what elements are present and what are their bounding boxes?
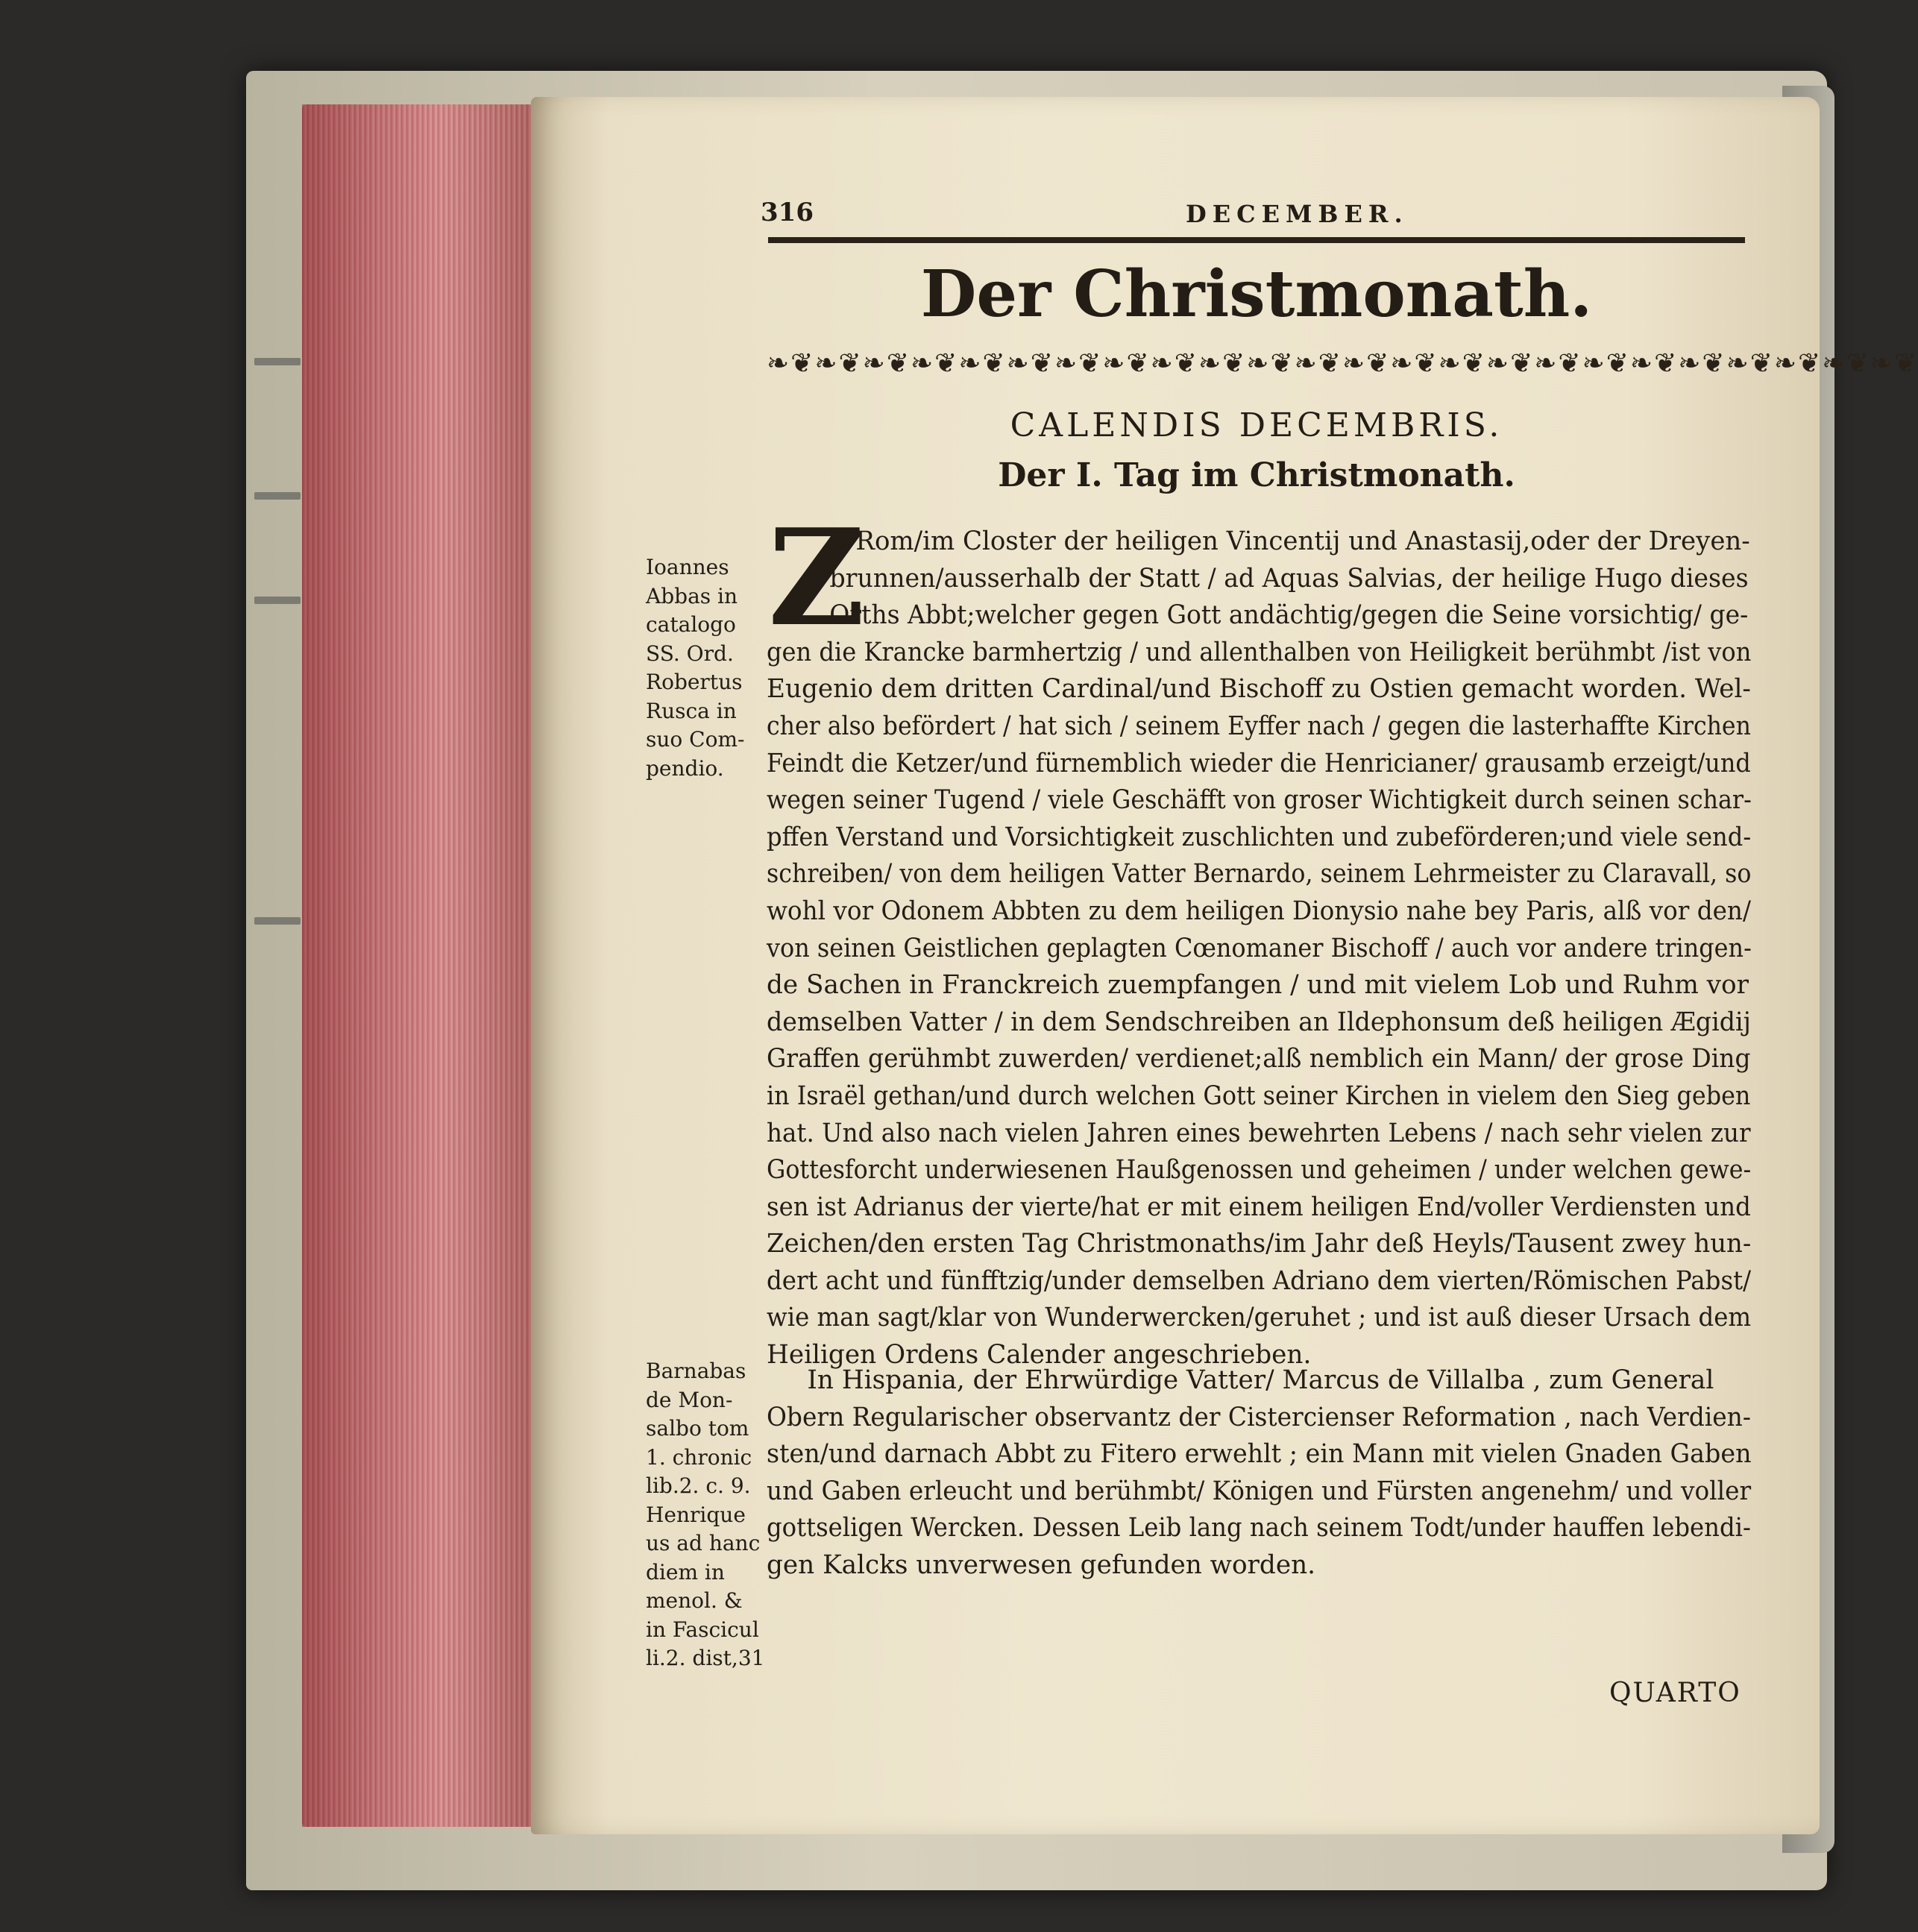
calendis-heading: CALENDIS DECEMBRIS. — [1010, 406, 1503, 444]
text-line: Gottesforcht underwiesenen Haußgenossen und geheimen / under welchen gewe- — [767, 1155, 1752, 1186]
margin-note-sources-2 — [646, 1357, 765, 1673]
text-line: gottseligen Wercken. Dessen Leib lang nach seinem Todt/under hauffen lebendi- — [767, 1513, 1751, 1544]
margin-line: pendio. — [646, 755, 724, 781]
text-line: gen die Krancke barmhertzig / und allenthalben von Heiligkeit berühmbt /ist von — [767, 637, 1752, 667]
text-line: brunnen/ausserhalb der Statt / ad Aquas Salvias, der heilige Hugo dieses — [829, 563, 1749, 594]
margin-line: Abbas in — [646, 583, 738, 608]
margin-line: salbo tom — [646, 1416, 749, 1441]
text-line: hat. Und also nach vielen Jahren eines bewehrten Lebens / nach sehr vielen zur — [767, 1118, 1751, 1148]
page-title: Der Christmonath. — [920, 257, 1593, 332]
margin-line: Henrique — [646, 1502, 746, 1527]
page-number: 316 — [761, 198, 814, 227]
margin-line: in Fascicul — [646, 1617, 759, 1642]
paragraph-hugo — [767, 523, 1758, 1374]
text-line: Zeichen/den ersten Tag Christmonaths/im Jahr deß Heyls/Tausent zwey hun- — [767, 1229, 1752, 1259]
running-title: DECEMBER. — [1186, 200, 1409, 228]
drop-cap: Z — [768, 500, 865, 655]
margin-line: SS. Ord. — [646, 641, 734, 666]
text-line: dert acht und fünfftzig/under demselben Adriano dem vierten/Römischen Pabst/ — [767, 1265, 1752, 1296]
text-line: Eugenio dem dritten Cardinal/und Bischoff zu Ostien gemacht worden. Wel- — [767, 674, 1751, 705]
catchword: QUARTO — [1609, 1678, 1741, 1708]
margin-line: menol. & — [646, 1588, 743, 1613]
margin-line: Robertus — [646, 670, 743, 694]
text-line: Obern Regularischer observantz der Cistercienser Reformation , nach Verdien- — [767, 1402, 1751, 1432]
tab-marker — [254, 917, 301, 925]
margin-line: diem in — [646, 1559, 725, 1585]
text-line: Feindt die Ketzer/und fürnemblich wieder die Henricianer/ grausamb erzeigt/und — [767, 748, 1751, 778]
text-line: demselben Vatter / in dem Sendschreiben an Ildephonsum deß heiligen Ægidij — [767, 1007, 1751, 1037]
text-line: wohl vor Odonem Abbten zu dem heiligen Dionysio nahe bey Paris, alß vor den/ — [767, 896, 1751, 926]
text-line: in Israël gethan/und durch welchen Gott seiner Kirchen in vielem den Sieg geben — [767, 1080, 1751, 1111]
margin-line: lib.2. c. 9. — [646, 1473, 751, 1498]
header-rule — [768, 237, 1745, 243]
text-line: pffen Verstand und Vorsichtigkeit zuschlichten und zubeförderen;und viele send- — [767, 822, 1752, 852]
tab-marker — [254, 597, 301, 604]
page-tabs — [250, 104, 306, 1827]
margin-note-sources-1 — [646, 553, 765, 783]
margin-line: us ad hanc — [646, 1531, 761, 1555]
margin-line: Barnabas — [646, 1359, 746, 1383]
margin-line: li.2. dist,31 — [646, 1646, 765, 1670]
margin-line: Ioannes — [646, 555, 729, 579]
margin-line: Rusca in — [646, 698, 737, 723]
text-line: von seinen Geistlichen geplagten Cœnomaner Bischoff / auch vor andere tringen- — [767, 933, 1752, 963]
margin-line: suo Com- — [646, 727, 745, 752]
ornament-band — [767, 344, 1918, 382]
margin-line: de Mon- — [646, 1387, 733, 1412]
text-line: Heiligen Ordens Calender angeschrieben. — [767, 1340, 1312, 1371]
paragraph-villalba — [767, 1362, 1758, 1585]
margin-line: 1. chronic — [646, 1444, 752, 1470]
text-line: wie man sagt/klar von Wunderwercken/geruhet ; und ist auß dieser Ursach dem — [767, 1303, 1752, 1333]
ornament-glyphs: ❧❦❧❦❧❦❧❦❧❦❧❦❧❦❧❦ — [1534, 347, 1918, 379]
text-line: Graffen gerühmbt zuwerden/ verdienet;alß nemblich ein Mann/ der grose Ding — [767, 1044, 1751, 1074]
ornament-glyphs: ❧❦❧❦❧❦❧❦❧❦❧❦❧❦❧❦ — [767, 347, 1151, 379]
margin-line: catalogo — [646, 612, 736, 637]
text-line: sen ist Adrianus der vierte/hat er mit einem heiligen End/voller Verdiensten und — [767, 1192, 1751, 1222]
text-line: gen Kalcks unverwesen gefunden worden. — [767, 1549, 1316, 1580]
text-line: sten/und darnach Abbt zu Fitero erwehlt ; ein Mann mit vielen Gnaden Gaben — [767, 1439, 1752, 1470]
text-line: cher also befördert / hat sich / seinem Eyffer nach / gegen die lasterhaffte Kirchen — [767, 711, 1751, 741]
day-heading: Der I. Tag im Christmonath. — [998, 456, 1515, 494]
ornament-glyphs: ❧❦❧❦❧❦❧❦❧❦❧❦❧❦❧❦ — [1150, 347, 1535, 379]
tab-marker — [254, 492, 301, 500]
text-line: u Rom/im Closter der heiligen Vincentij und Anastasij,oder der Dreyen- — [831, 526, 1750, 556]
text-line: wegen seiner Tugend / viele Geschäfft von groser Wichtigkeit durch seinen schar- — [767, 785, 1752, 816]
text-line: und Gaben erleucht und berühmbt/ Königen und Fürsten angenehm/ und voller — [767, 1476, 1752, 1506]
text-line: Orths Abbt;welcher gegen Gott andächtig/gegen die Seine vorsichtig/ ge- — [829, 600, 1749, 631]
text-line: de Sachen in Franckreich zuempfangen / und mit vielem Lob und Ruhm vor — [767, 970, 1749, 1001]
red-page-edges — [302, 104, 533, 1827]
text-line: schreiben/ von dem heiligen Vatter Bernardo, seinem Lehrmeister zu Claravall, so — [767, 859, 1752, 890]
tab-marker — [254, 358, 301, 365]
text-line: In Hispania, der Ehrwürdige Vatter/ Marcus de Villalba , zum General — [767, 1365, 1714, 1395]
